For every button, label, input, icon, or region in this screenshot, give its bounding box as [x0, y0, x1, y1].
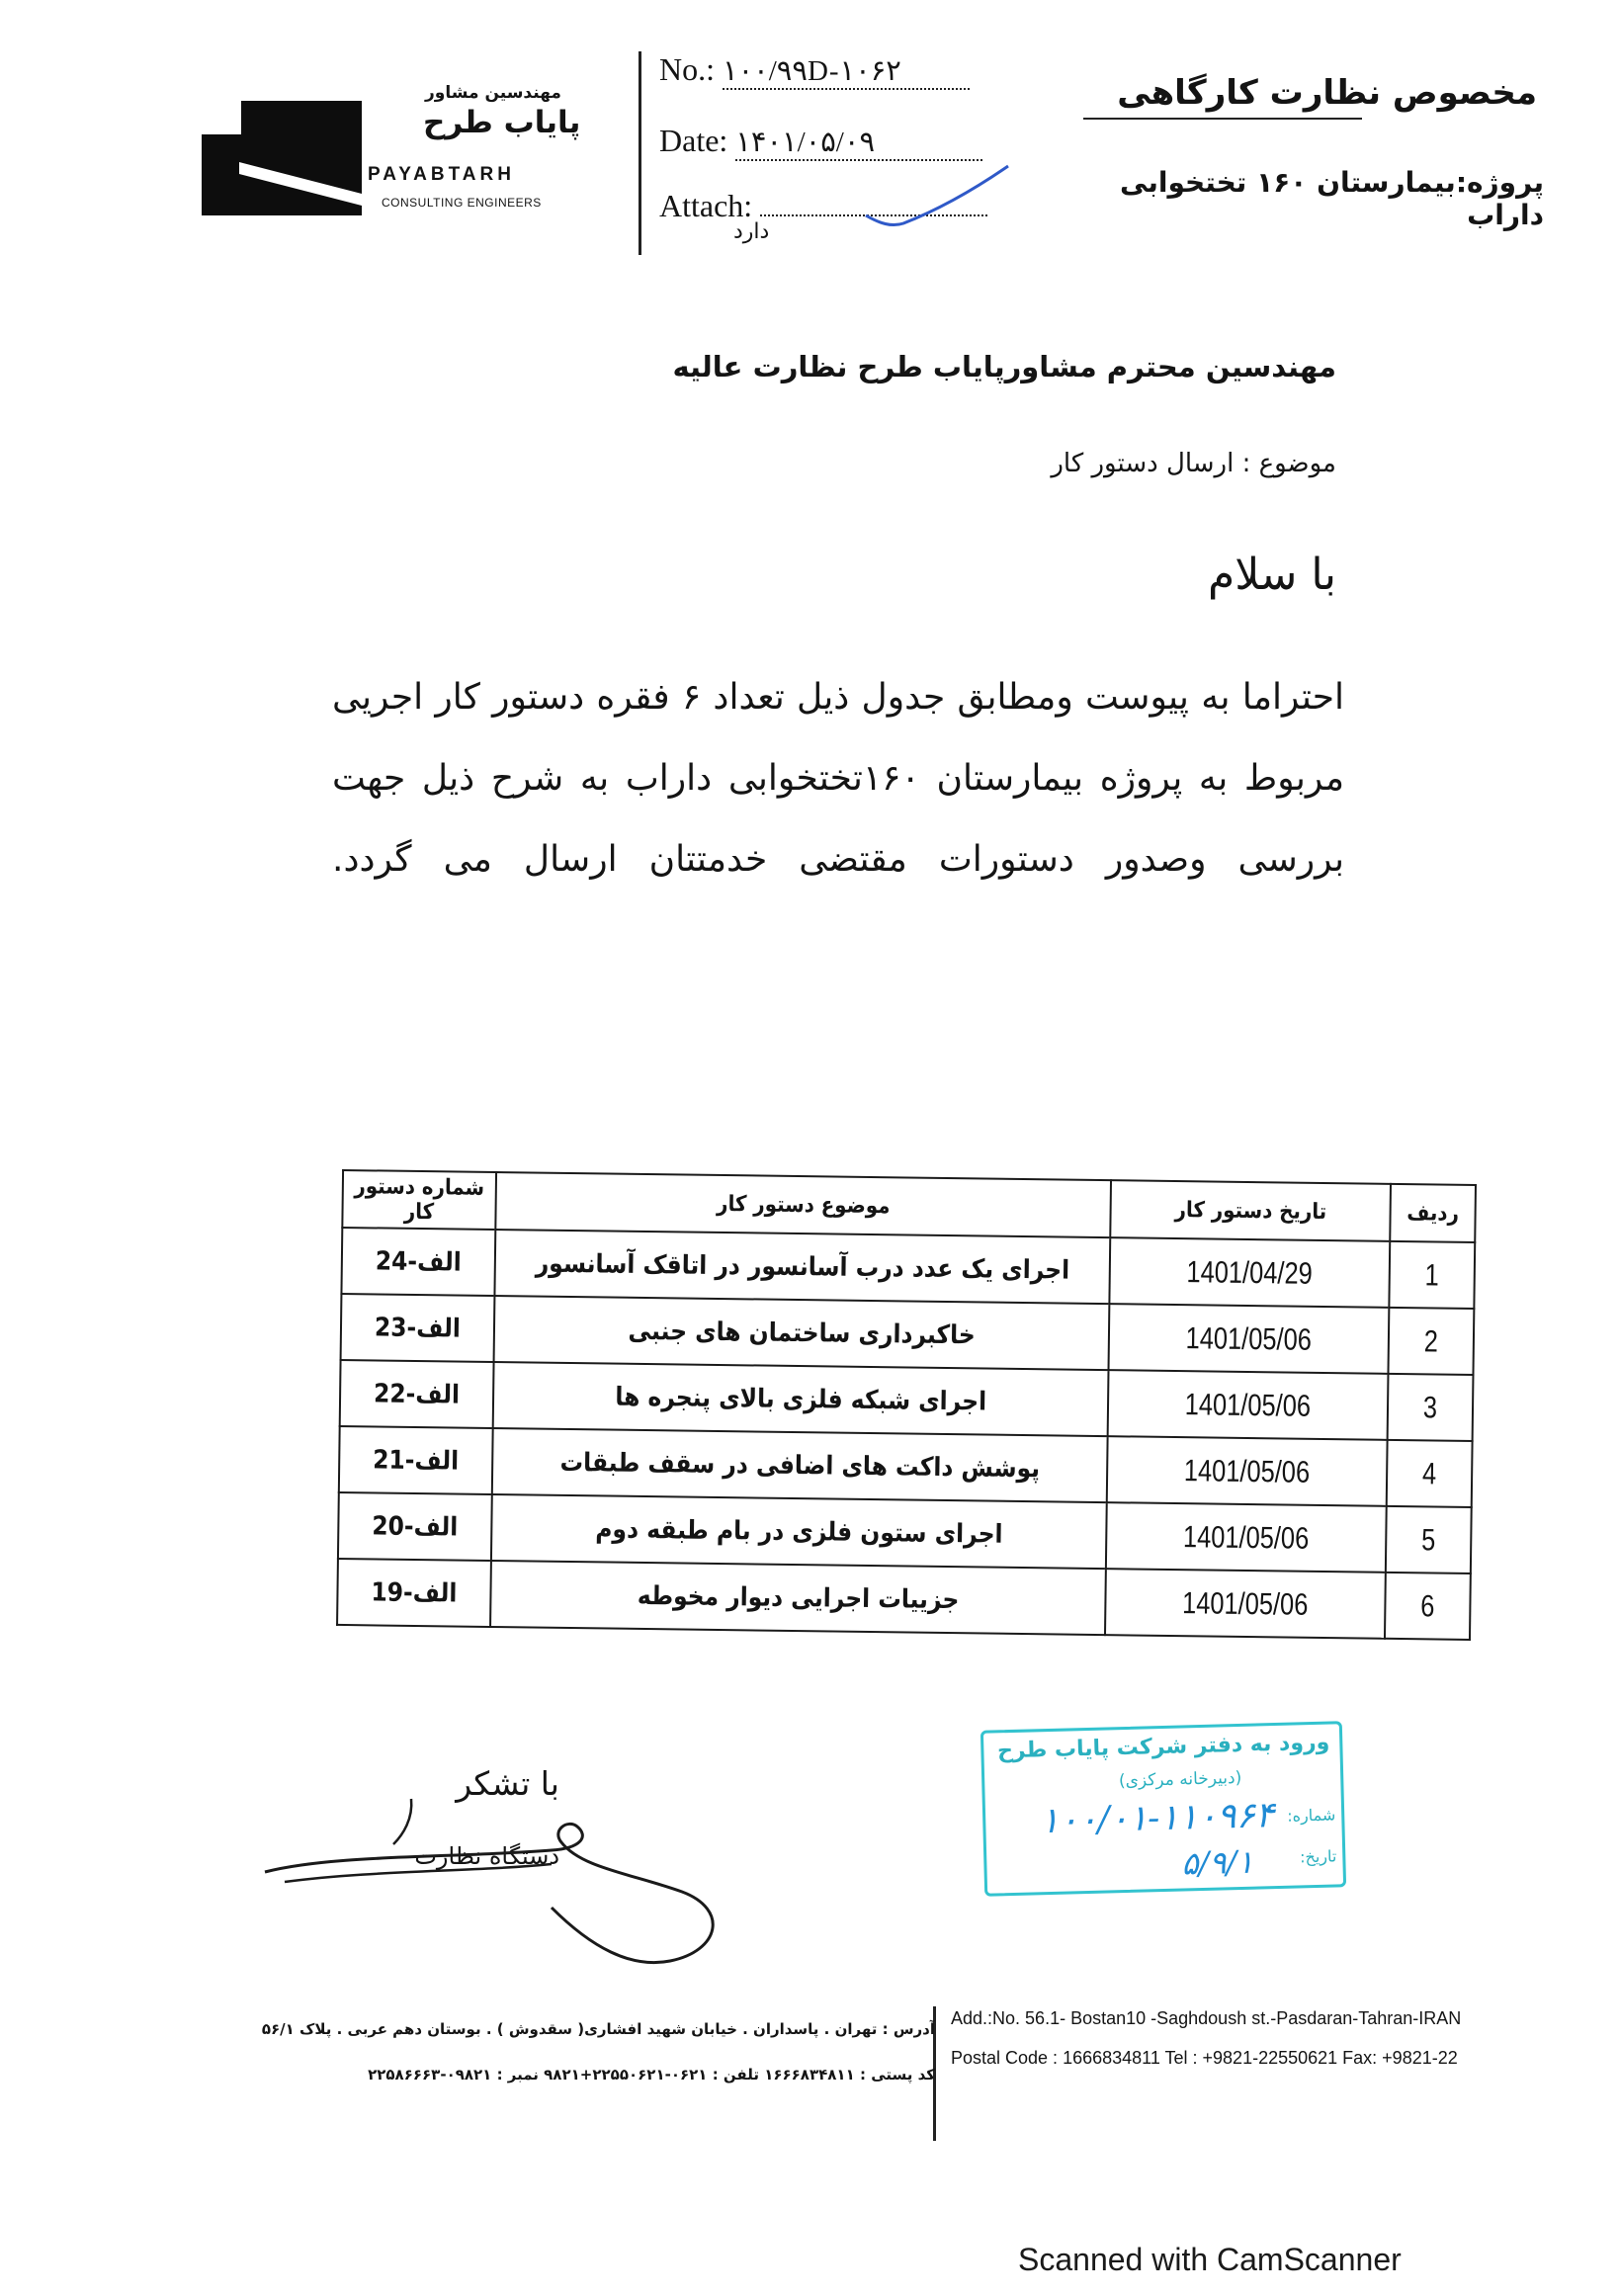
row-subject: خاکبرداری ساختمان های جنبی [493, 1296, 1109, 1370]
work-orders-table [336, 1169, 1477, 1641]
logo-swoosh-icon [202, 67, 362, 215]
stamp-date-value: ۵/۹/۱ [1180, 1842, 1254, 1883]
closing-thanks: با تشکر [456, 1764, 559, 1803]
row-subject: جزییات اجرایی دیوار مخوطه [490, 1561, 1106, 1635]
addressee [633, 342, 1336, 391]
row-date: 1401/05/06 [1131, 1569, 1361, 1638]
attach-value: دارد [733, 219, 770, 244]
header-date: تاریخ دستور کار [1111, 1180, 1391, 1241]
row-number: 1 [1397, 1241, 1467, 1309]
header-divider [639, 51, 641, 255]
scanner-watermark: Scanned with CamScanner [1018, 2242, 1402, 2277]
stamp-title: ورود به دفتر شرکت پایاب طرح [996, 1730, 1330, 1764]
row-code: الف-19 [337, 1559, 491, 1627]
row-subject: پوشش داکت های اضافی در سقف طبقات [492, 1428, 1108, 1502]
letter-subject: موضوع : ارسال دستور کار [1051, 449, 1336, 478]
project-name: پروژه:بیمارستان ۱۶۰ تختخوابی داراب [1120, 166, 1544, 231]
handwritten-check-mark [860, 158, 1018, 237]
receipt-stamp [980, 1721, 1346, 1897]
stamp-number-label: شماره: [1286, 1805, 1336, 1826]
row-number: 5 [1394, 1506, 1464, 1573]
table-row [337, 1559, 1471, 1640]
row-number: 4 [1395, 1440, 1465, 1507]
addressee-line: مهندسین محترم مشاورپایاب طرح نظارت عالیه [672, 350, 1336, 383]
row-number: 3 [1395, 1374, 1465, 1441]
date-value: ۱۴۰۱/۰۵/۰۹ [735, 127, 876, 158]
handwritten-signature [255, 1779, 729, 1987]
letter-paragraph: احتراما به پیوست ومطابق جدول ذیل تعداد ۶ فقره دستور کار اجریی مربوط به پروژه بیمارستان ۱۶۰تختخوابی داراب به شرح ذیل جهت بررسی وصدور دستورات مقتضی خدمتتان ارسال می گردد. [332, 677, 1344, 880]
letter-number [659, 51, 970, 90]
header-code: شماره دستور کار [342, 1170, 496, 1230]
company-logo [202, 67, 362, 215]
row-subject: اجرای ستون فلزی در بام طبقه دوم [491, 1494, 1107, 1569]
row-subject: اجرای شبکه فلزی بالای پنجره ها [493, 1362, 1109, 1436]
row-number: 2 [1396, 1308, 1466, 1375]
number-label: No.: [659, 51, 715, 87]
logo-name-fa: پایاب طرح [423, 105, 581, 140]
row-date: 1401/05/06 [1134, 1304, 1364, 1373]
header-subject: موضوع دستور کار [495, 1172, 1111, 1237]
header-row-number: ردیف [1390, 1184, 1476, 1242]
row-code: الف-21 [339, 1426, 493, 1494]
number-value: ۱۰۰/۹۹D-۱۰۶۲ [723, 55, 901, 87]
row-number: 6 [1393, 1573, 1463, 1640]
footer-address-fa: آدرس : تهران . پاسداران . خیابان شهید افشاری( سقدوش ) . بوستان دهم عربی . پلاک ۵۶/۱ [261, 2020, 935, 2038]
footer-address-en: Add.:No. 56.1- Bostan10 -Saghdoush st.-Pasdaran-Tahran-IRAN [951, 2008, 1462, 2028]
row-code: الف-24 [341, 1228, 495, 1296]
stamp-number-value: ۱۰۰/۰۱-۱۱۰۹۶۴ [1039, 1795, 1275, 1842]
row-subject: اجرای یک عدد درب آسانسور در اتاقک آسانسور [494, 1230, 1110, 1304]
greeting: با سلام [1207, 550, 1336, 600]
date-label: Date: [659, 123, 728, 158]
document-title: مخصوص نظارت کارگاهی [1117, 73, 1537, 113]
row-date: 1401/05/06 [1134, 1370, 1364, 1439]
stamp-date-label: تاریخ: [1299, 1846, 1337, 1867]
title-underline [1083, 118, 1362, 120]
logo-caption: مهندسین مشاور [425, 83, 561, 103]
footer-contact-en: Postal Code : 1666834811 Tel : +9821-22550621 Fax: +9821-22 [951, 2048, 1458, 2068]
row-code: الف-22 [340, 1360, 494, 1428]
logo-name-en: PAYABTARH [368, 164, 515, 185]
row-date: 1401/05/06 [1132, 1502, 1362, 1572]
row-code: الف-20 [338, 1492, 492, 1561]
logo-subtitle: CONSULTING ENGINEERS [382, 196, 542, 210]
stamp-subtitle: (دبیرخانه مرکزی) [1118, 1767, 1242, 1792]
row-code: الف-23 [341, 1294, 495, 1362]
row-date: 1401/04/29 [1135, 1237, 1365, 1307]
row-date: 1401/05/06 [1133, 1436, 1363, 1505]
attach-label: Attach: [659, 188, 753, 223]
letter-date [659, 123, 982, 161]
footer-contact-fa: کد پستی : ۱۶۶۶۸۳۴۸۱۱ تلفن : ۰۶۲۱-۲۲۵۵۰۶۲۱+۹۸۲۱ نمبر : ۰۹۸۲۱-۲۲۵۸۶۶۶۳ [368, 2066, 935, 2083]
signatory-office: دستگاه نظارت [414, 1842, 559, 1870]
